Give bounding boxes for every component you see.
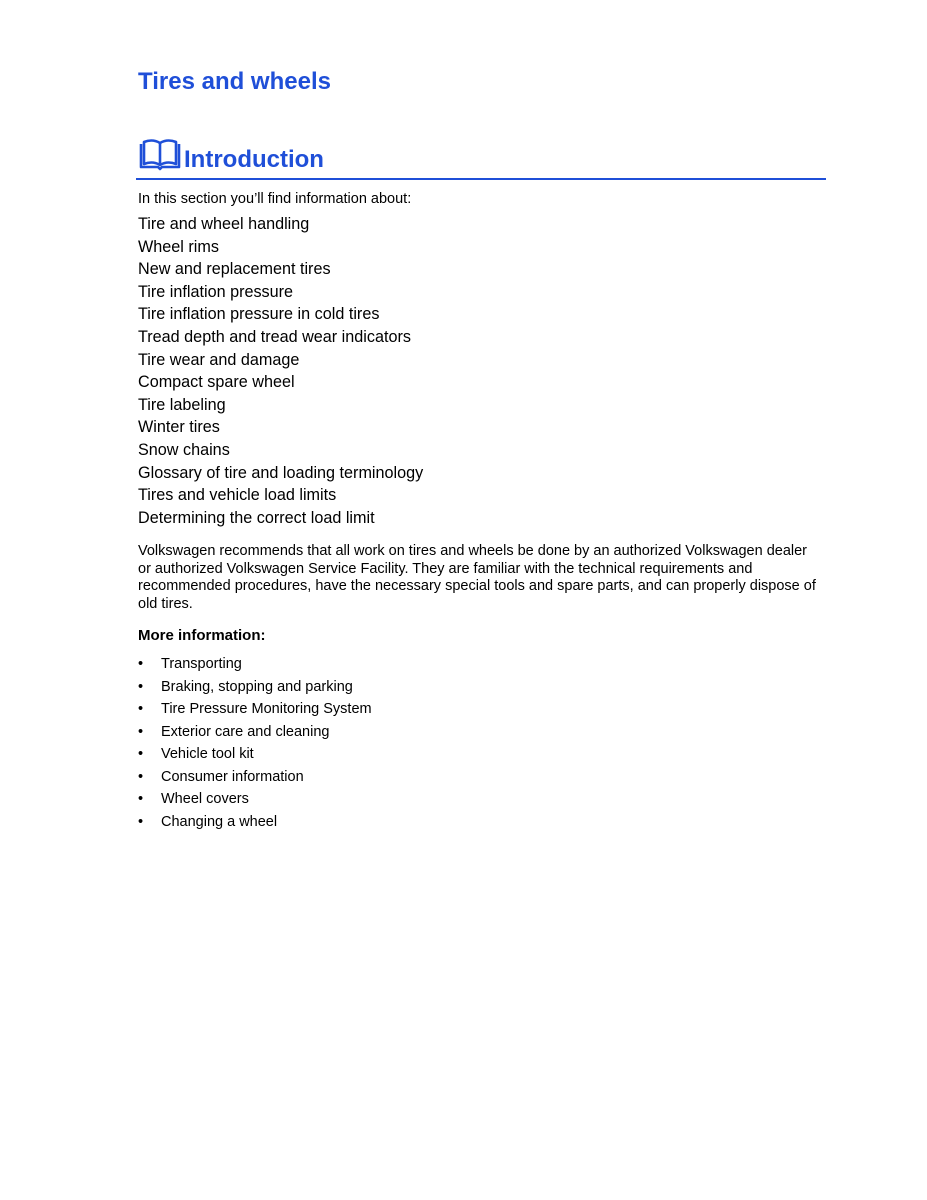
list-item[interactable]: Tire inflation pressure [138, 282, 294, 301]
topic-list [138, 213, 423, 529]
bullet-icon: • [138, 813, 144, 830]
link-text[interactable]: Tire Pressure Monitoring System [161, 701, 372, 717]
link-text[interactable]: Vehicle tool kit [161, 746, 254, 762]
list-item[interactable]: Glossary of tire and loading terminology [138, 463, 424, 482]
bullet-icon: • [138, 791, 144, 807]
list-item[interactable] [138, 743, 372, 766]
page-title: Tires and wheels [138, 68, 331, 95]
bullet-icon: • [138, 678, 144, 695]
bullet-icon: • [138, 768, 144, 785]
link-text[interactable]: Changing a wheel [161, 813, 278, 830]
list-item[interactable]: Winter tires [138, 418, 220, 437]
more-info-list [138, 653, 372, 833]
list-item[interactable] [138, 676, 372, 699]
list-item[interactable]: Determining the correct load limit [138, 508, 375, 527]
bullet-icon: • [138, 701, 144, 717]
list-item[interactable]: New and replacement tires [138, 260, 331, 279]
list-item[interactable]: Tire labeling [138, 395, 226, 414]
bullet-icon: • [138, 656, 144, 672]
link-text[interactable]: Transporting [161, 656, 242, 672]
list-item[interactable] [138, 766, 372, 789]
link-text[interactable]: Wheel covers [161, 791, 249, 807]
section-title: Introduction [184, 146, 324, 173]
section-header [136, 138, 826, 180]
list-item[interactable]: Tread depth and tread wear indicators [138, 327, 411, 346]
more-info-heading: More information: [138, 627, 266, 644]
list-item[interactable] [138, 721, 372, 744]
body-paragraph: Volkswagen recommends that all work on tires and wheels be done by an authorized Volkswagen dealer or authorized Volkswagen Service Facility. They are familiar with the technical requirements and recommended procedures, have the necessary special tools and spare parts, and can properly dispose of old tires. [138, 543, 816, 613]
book-icon [138, 139, 182, 171]
link-text[interactable]: Braking, stopping and parking [161, 678, 353, 695]
list-item[interactable] [138, 653, 372, 676]
bullet-icon: • [138, 746, 144, 762]
link-text[interactable]: Consumer information [161, 768, 304, 785]
list-item[interactable] [138, 788, 372, 811]
list-item[interactable]: Wheel rims [138, 237, 219, 256]
list-item[interactable]: Tire inflation pressure in cold tires [138, 305, 380, 324]
list-item[interactable]: Tires and vehicle load limits [138, 486, 337, 505]
list-item[interactable]: Compact spare wheel [138, 373, 295, 392]
link-text[interactable]: Exterior care and cleaning [161, 723, 330, 740]
intro-text: In this section you’ll find information about: [138, 191, 412, 207]
bullet-icon: • [138, 723, 144, 740]
list-item[interactable]: Tire wear and damage [138, 350, 300, 369]
list-item[interactable]: Tire and wheel handling [138, 215, 310, 233]
list-item[interactable]: Snow chains [138, 440, 230, 459]
list-item[interactable] [138, 811, 372, 834]
list-item[interactable] [138, 698, 372, 721]
